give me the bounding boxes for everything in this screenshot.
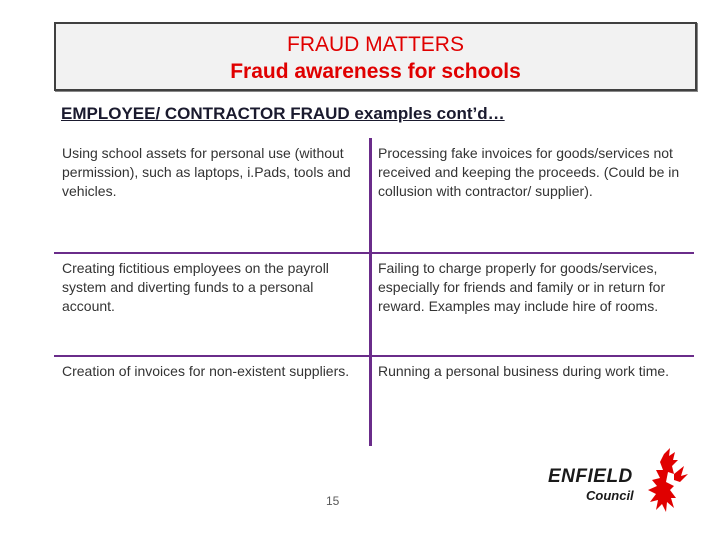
example-cell: Using school assets for personal use (without permission), such as laptops, i.Pads, tools and vehicles.	[62, 145, 351, 199]
section-heading: EMPLOYEE/ CONTRACTOR FRAUD examples cont’d…	[61, 104, 505, 123]
example-cell: Running a personal business during work time.	[378, 363, 670, 379]
grid-vertical-divider	[369, 138, 372, 446]
title-subheading: Fraud awareness for schools	[230, 60, 521, 83]
page-number: 15	[326, 494, 340, 508]
dragon-icon	[644, 446, 688, 516]
example-cell: Creation of invoices for non-existent suppliers.	[62, 363, 350, 379]
logo-wordmark: ENFIELD	[548, 466, 633, 487]
enfield-council-logo	[548, 446, 688, 516]
grid-row-divider	[54, 252, 694, 254]
logo-subtext: Council	[586, 488, 634, 503]
grid-row-divider	[54, 355, 694, 357]
title-banner	[54, 22, 697, 91]
title-heading: FRAUD MATTERS	[287, 33, 464, 56]
example-cell: Creating fictitious employees on the payroll system and diverting funds to a personal account.	[62, 260, 329, 314]
example-cell: Processing fake invoices for goods/services not received and keeping the proceeds. (Could be in collusion with contractor/ supplier).	[378, 145, 680, 199]
example-cell: Failing to charge properly for goods/services, especially for friends and family or in return for reward. Examples may include hire of rooms.	[378, 260, 666, 314]
examples-grid	[54, 138, 694, 446]
